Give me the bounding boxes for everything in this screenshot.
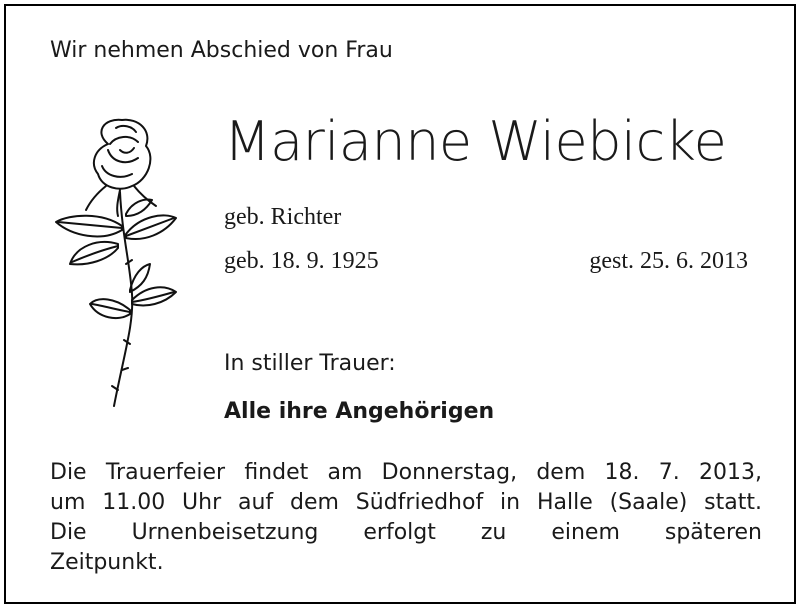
death-date: gest. 25. 6. 2013: [589, 248, 748, 274]
rose-icon: [46, 114, 186, 414]
ceremony-notice: [50, 458, 762, 578]
mourning-line: In stiller Trauer:: [224, 351, 396, 376]
ceremony-line: Die Urnenbeisetzung erfolgt zu einem späteren: [50, 520, 762, 545]
intro-line: Wir nehmen Abschied von Frau: [50, 38, 393, 63]
birth-date: geb. 18. 9. 1925: [224, 248, 379, 274]
deceased-name: Marianne Wiebicke: [224, 110, 727, 173]
ceremony-line: um 11.00 Uhr auf dem Südfriedhof in Halle (Saale) statt.: [50, 490, 762, 515]
ceremony-line: Die Trauerfeier findet am Donnerstag, dem 18. 7. 2013,: [50, 460, 762, 485]
maiden-name: geb. Richter: [224, 204, 342, 230]
obituary-notice: [4, 4, 796, 604]
ceremony-line: Zeitpunkt.: [50, 550, 164, 575]
relatives-line: Alle ihre Angehörigen: [224, 399, 495, 424]
